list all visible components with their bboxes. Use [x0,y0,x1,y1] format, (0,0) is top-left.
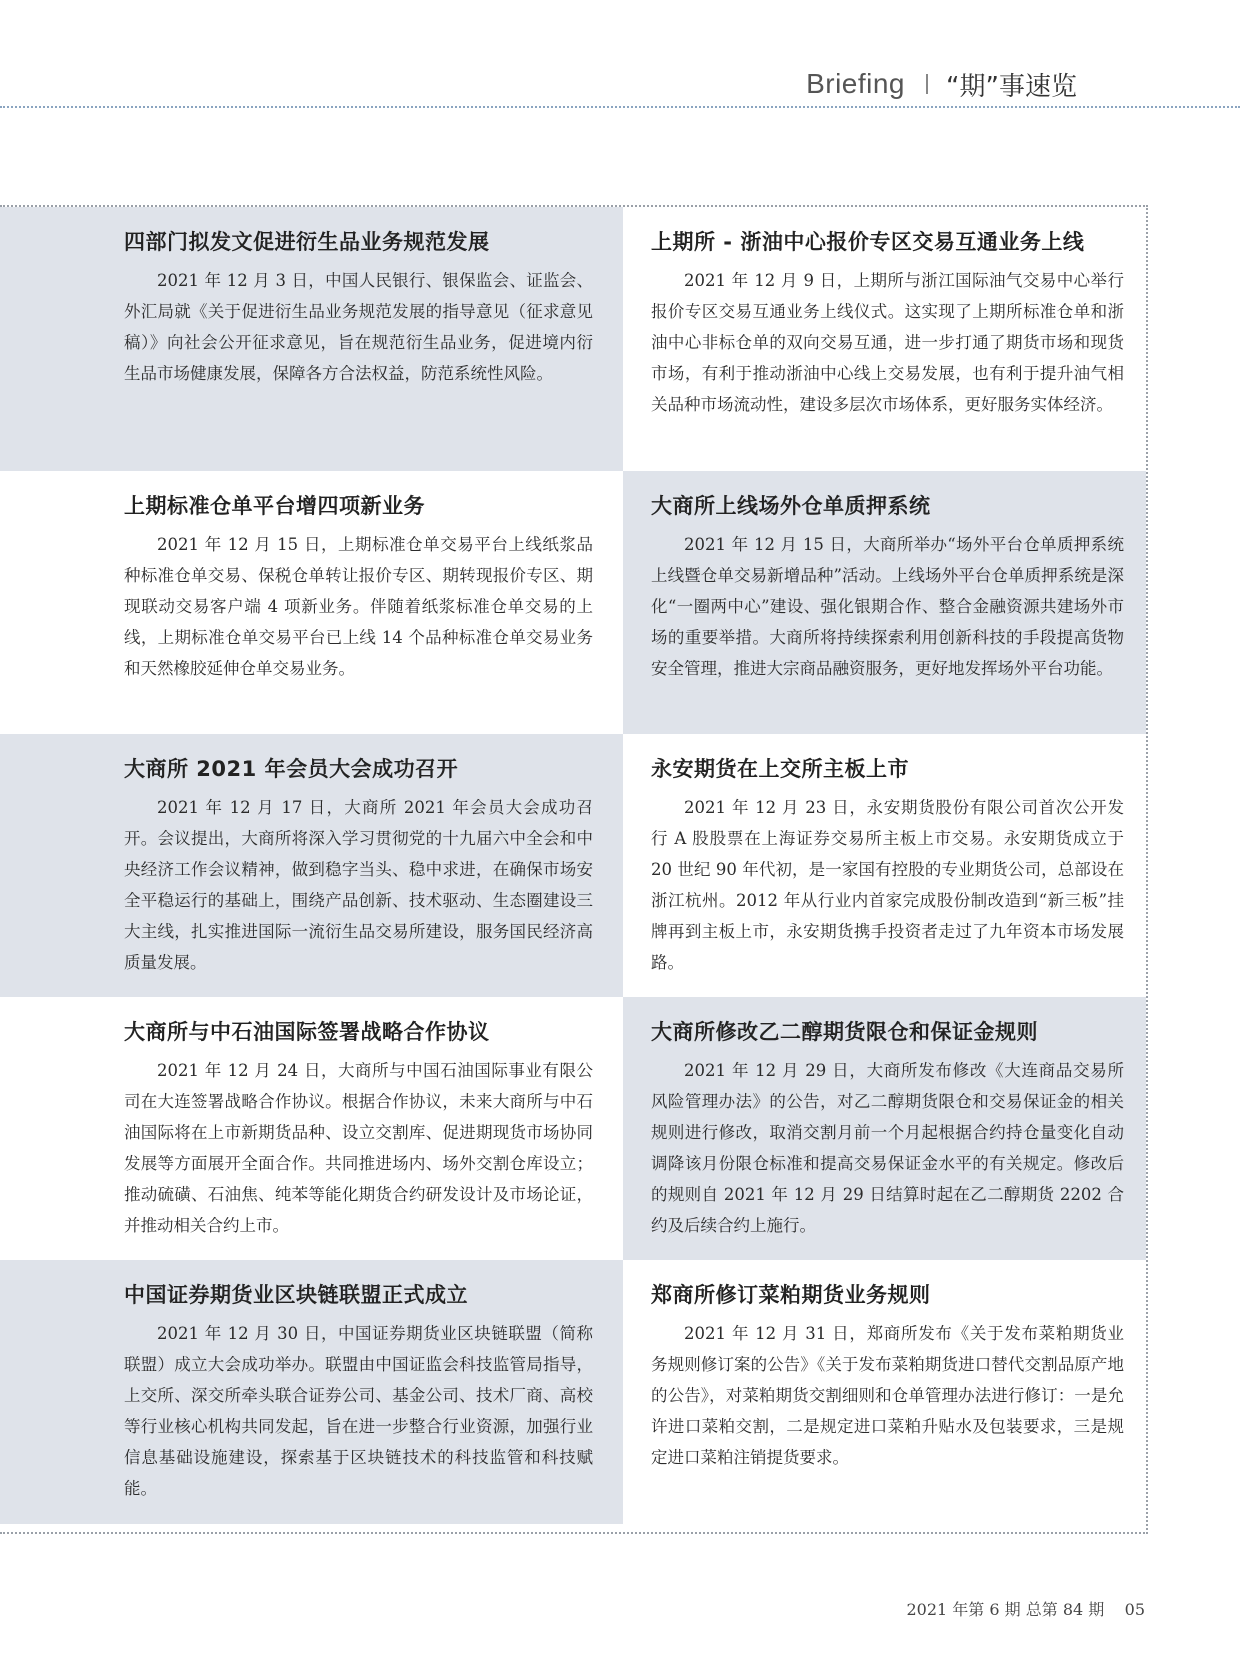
news-title: 大商所上线场外仓单质押系统 [651,494,931,518]
news-item [0,997,623,1260]
news-title: 四部门拟发文促进衍生品业务规范发展 [124,230,490,254]
news-item [0,207,623,471]
news-body: 2021 年 12 月 29 日，大商所发布修改《大连商品交易所风险管理办法》的公告，对乙二醇期货限仓和交易保证金的相关规则进行修改，取消交割月前一个月起根据合约持仓量变化自动调降该月份限仓标准和提高交易保证金水平的有关规定。修改后的规则自 2021 年 12 月 29 日结算时起在乙二醇期货 2202 合约及后续合约上施行。 [651,1061,1124,1235]
news-title: 中国证券期货业区块链联盟正式成立 [124,1283,468,1307]
news-body: 2021 年 12 月 9 日，上期所与浙江国际油气交易中心举行报价专区交易互通业务上线仪式。这实现了上期所标准仓单和浙油中心非标仓单的双向交易互通，进一步打通了期货市场和现货市场，有利于推动浙油中心线上交易发展，也有利于提升油气相关品种市场流动性，建设多层次市场体系，更好服务实体经济。 [651,271,1124,414]
news-item [0,471,623,734]
header-section-title: “期”事速览 [946,72,1077,102]
news-item [0,1260,623,1524]
news-body: 2021 年 12 月 17 日，大商所 2021 年会员大会成功召开。会议提出，大商所将深入学习贯彻党的十九届六中全会和中央经济工作会议精神，做到稳字当头、稳中求进，在确保市场安全平稳运行的基础上，围绕产品创新、技术驱动、生态圈建设三大主线，扎实推进国际一流衍生品交易所建设，服务国民经济高质量发展。 [124,798,593,972]
news-item [623,1260,1146,1524]
page-number: 05 [1124,1600,1145,1619]
news-title: 永安期货在上交所主板上市 [651,757,909,781]
news-item [623,997,1146,1260]
news-title: 大商所修改乙二醇期货限仓和保证金规则 [651,1020,1038,1044]
news-body: 2021 年 12 月 24 日，大商所与中国石油国际事业有限公司在大连签署战略合作协议。根据合作协议，未来大商所与中石油国际将在上市新期货品种、设立交割库、促进期现货市场协同发展等方面展开全面合作。共同推进场内、场外交割仓库设立；推动硫磺、石油焦、纯苯等能化期货合约研发设计及市场论证，并推动相关合约上市。 [124,1061,593,1235]
news-item [0,734,623,997]
news-title: 大商所与中石油国际签署战略合作协议 [124,1020,490,1044]
news-body: 2021 年 12 月 31 日，郑商所发布《关于发布菜粕期货业务规则修订案的公告》《关于发布菜粕期货进口替代交割品原产地的公告》，对菜粕期货交割细则和仓单管理办法进行修订：一是允许进口菜粕交割，二是规定进口菜粕升贴水及包装要求，三是规定进口菜粕注销提货要求。 [651,1324,1124,1467]
news-title: 郑商所修订菜粕期货业务规则 [651,1283,931,1307]
news-body: 2021 年 12 月 15 日，大商所举办“场外平台仓单质押系统上线暨仓单交易新增品种”活动。上线场外平台仓单质押系统是深化“一圈两中心”建设、强化银期合作、整合金融资源共建场外市场的重要举措。大商所将持续探索利用创新科技的手段提高货物安全管理，推进大宗商品融资服务，更好地发挥场外平台功能。 [651,535,1124,678]
news-body: 2021 年 12 月 23 日，永安期货股份有限公司首次公开发行 A 股股票在上海证券交易所主板上市交易。永安期货成立于 20 世纪 90 年代初，是一家国有控股的专业期货公司，总部设在浙江杭州。2012 年从行业内首家完成股份制改造到“新三板”挂牌再到主板上市，永安期货携手投资者走过了九年资本市场发展路。 [651,798,1124,972]
news-item [623,734,1146,997]
page-footer [907,1597,1146,1620]
issue-info: 2021 年第 6 期 总第 84 期 [906,1600,1105,1619]
header-divider [926,74,928,94]
header-brand: Briefing [806,68,905,99]
news-item [623,207,1146,471]
page-header [0,62,1240,108]
news-grid [0,205,1148,1534]
news-title: 大商所 2021 年会员大会成功召开 [124,757,459,781]
news-body: 2021 年 12 月 30 日，中国证券期货业区块链联盟（简称联盟）成立大会成功举办。联盟由中国证监会科技监管局指导，上交所、深交所牵头联合证券公司、基金公司、技术厂商、高校等行业核心机构共同发起，旨在进一步整合行业资源，加强行业信息基础设施建设，探索基于区块链技术的科技监管和科技赋能。 [124,1324,593,1498]
news-body: 2021 年 12 月 15 日，上期标准仓单交易平台上线纸浆品种标准仓单交易、保税仓单转让报价专区、期转现报价专区、期现联动交易客户端 4 项新业务。伴随着纸浆标准仓单交易的上线，上期标准仓单交易平台已上线 14 个品种标准仓单交易业务和天然橡胶延伸仓单交易业务。 [124,535,593,678]
news-title: 上期所 - 浙油中心报价专区交易互通业务上线 [651,230,1085,254]
news-title: 上期标准仓单平台增四项新业务 [124,494,425,518]
news-body: 2021 年 12 月 3 日，中国人民银行、银保监会、证监会、外汇局就《关于促进衍生品业务规范发展的指导意见（征求意见稿）》向社会公开征求意见，旨在规范衍生品业务，促进境内衍生品市场健康发展，保障各方合法权益，防范系统性风险。 [124,271,593,383]
news-item [623,471,1146,734]
